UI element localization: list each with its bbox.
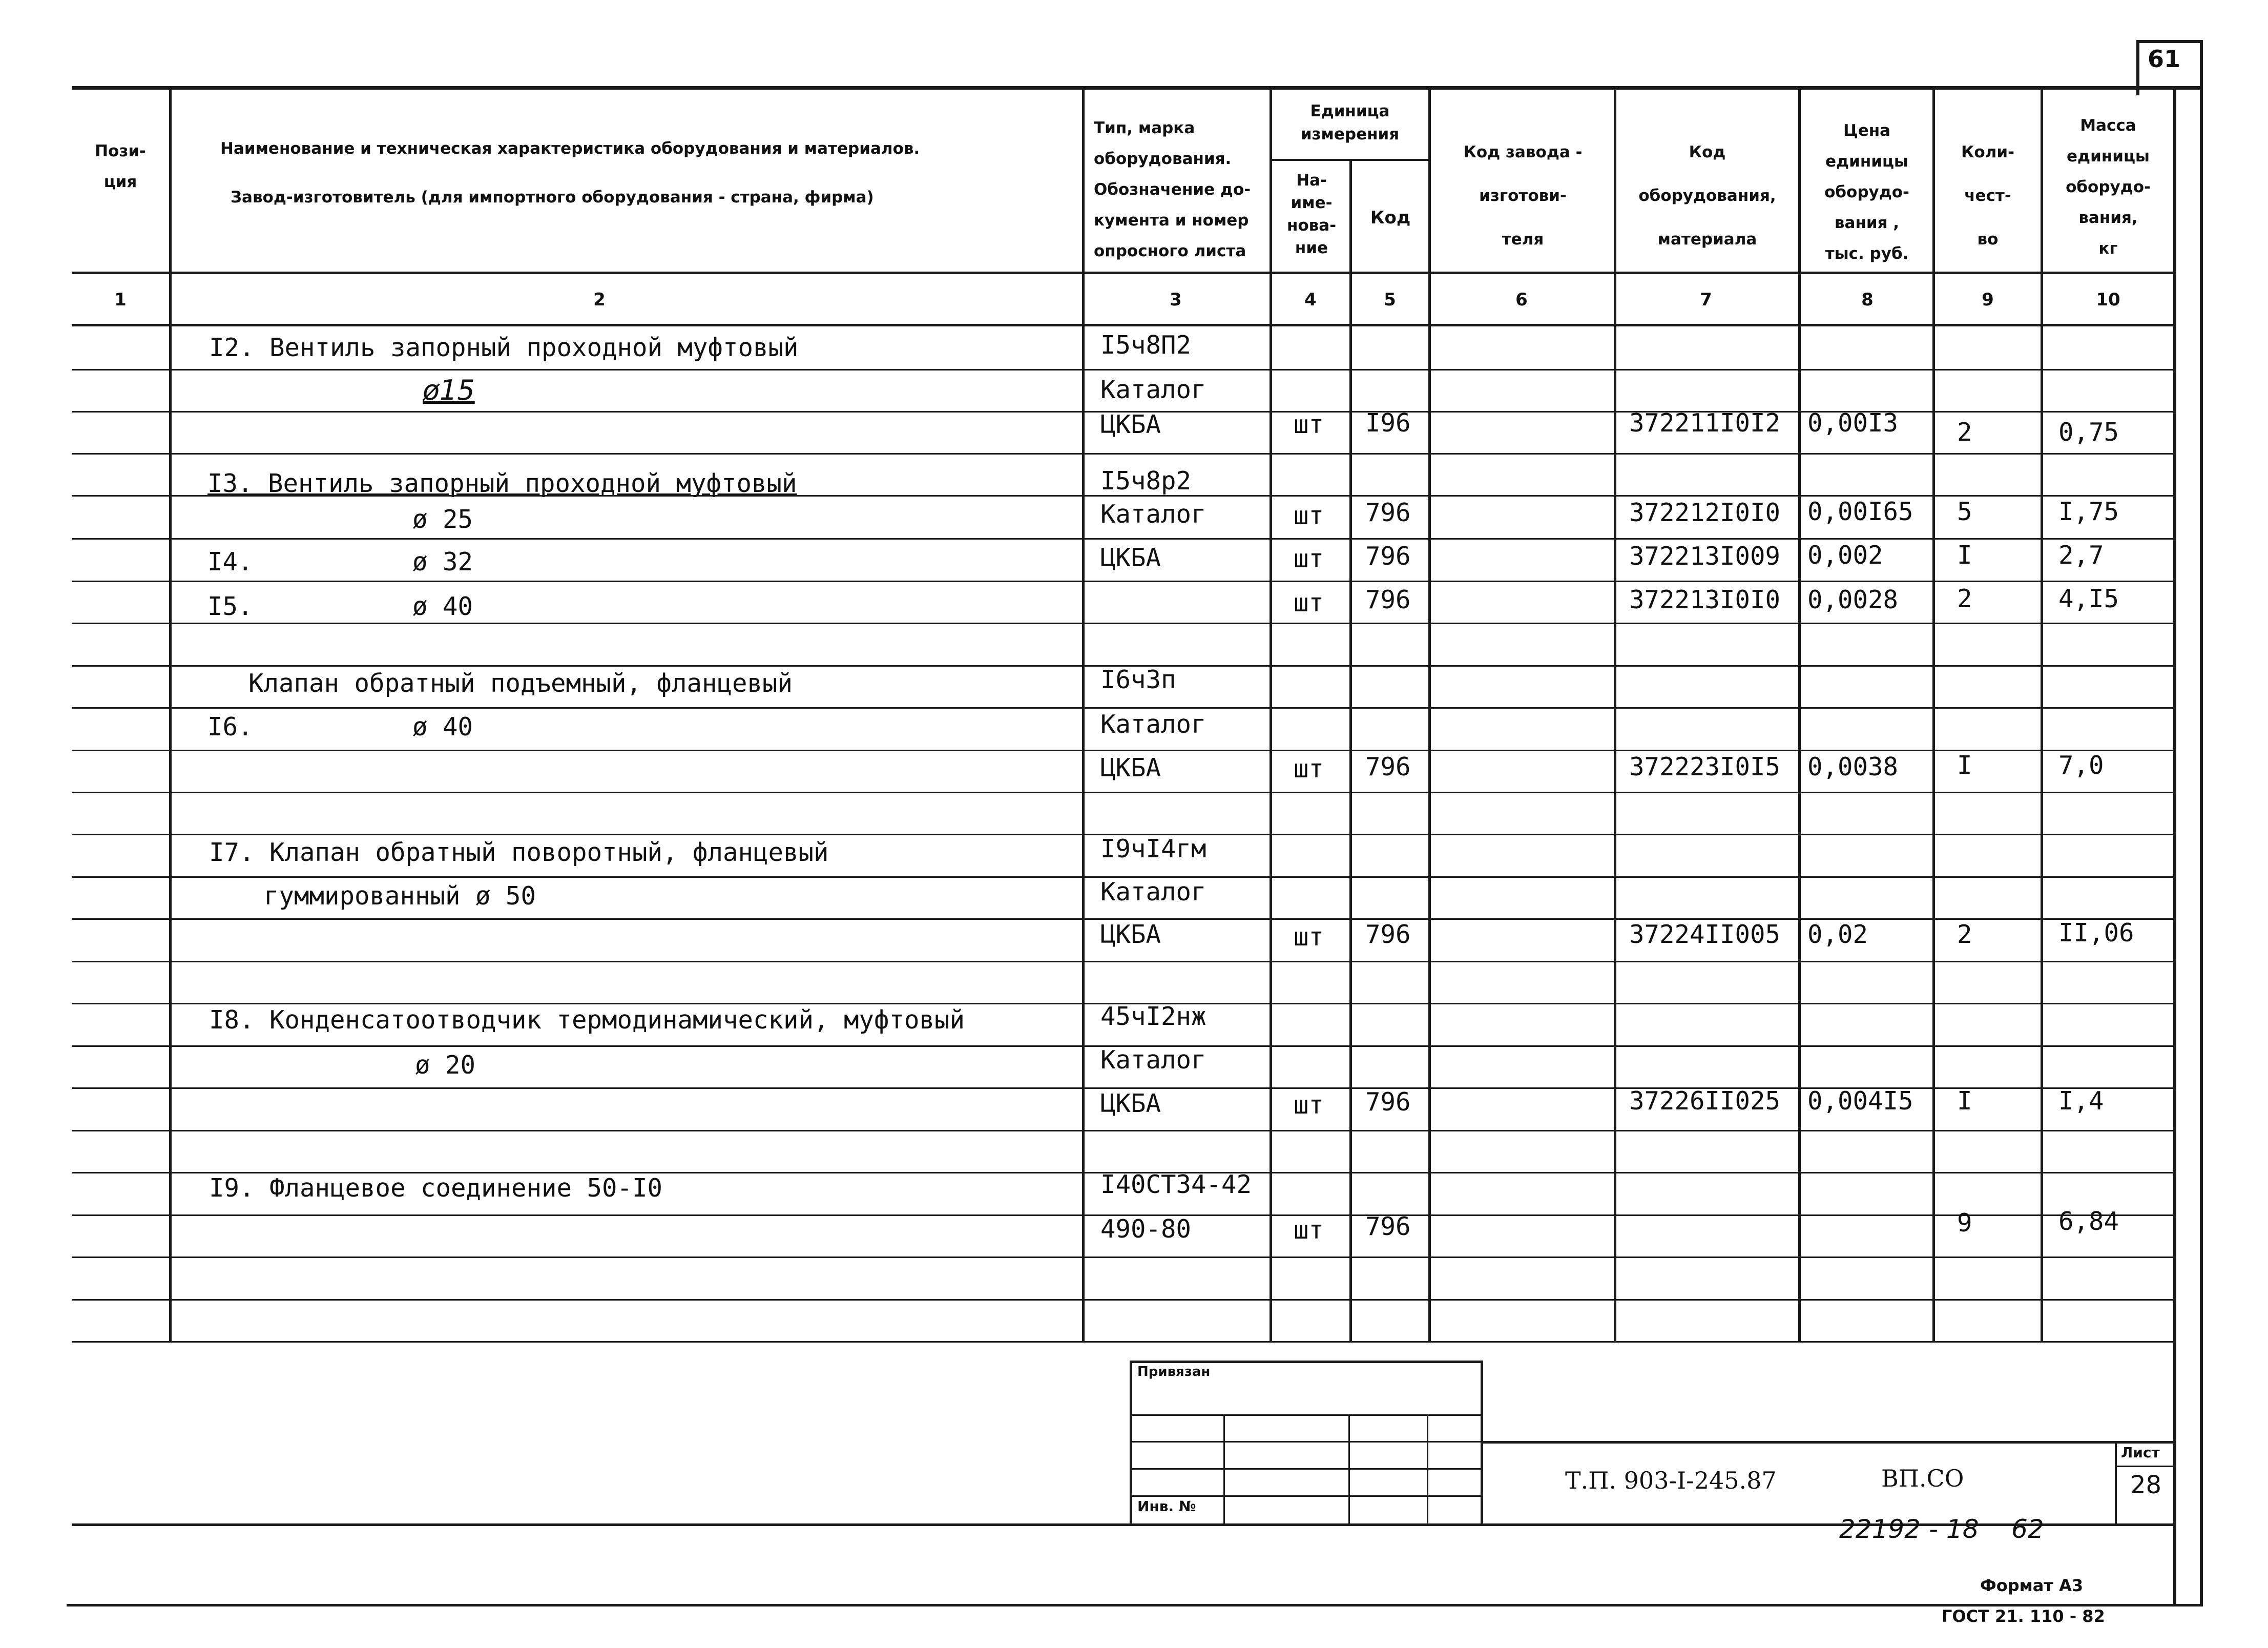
item-type: Каталог [1100, 710, 1206, 739]
item-unit: шт [1294, 501, 1324, 530]
item-quantity: 2 [1957, 920, 1972, 949]
item-mass: I,75 [2058, 497, 2119, 526]
item-quantity: 5 [1957, 497, 1972, 526]
item-equipment-code: 372211I0I2 [1629, 408, 1781, 438]
item-equipment-code: 372213I009 [1629, 542, 1781, 571]
item-quantity: 9 [1957, 1208, 1972, 1238]
header-name-line2: Завод-изготовитель (для импортного оборудования - страна, фирма) [231, 188, 874, 207]
header-equipment-code: Код оборудования, материала [1638, 143, 1776, 249]
item-unit-code: I96 [1365, 408, 1411, 438]
item-diameter: ø 40 [412, 712, 473, 741]
format-label: Формат А3 [1980, 1576, 2084, 1595]
item-unit: шт [1294, 922, 1324, 952]
item-diameter-handwritten: ø15 [423, 374, 475, 406]
item-name: I9. Фланцевое соединение 50-I0 [209, 1173, 663, 1203]
item-diameter: ø 25 [412, 505, 473, 534]
header-unit-name: На- име- нова- ние [1286, 171, 1337, 257]
item-quantity: I [1957, 751, 1972, 780]
item-price: 0,00I3 [1807, 408, 1899, 438]
item-price: 0,00I65 [1807, 497, 1913, 526]
item-type: I6ч3п [1100, 665, 1176, 694]
item-unit-code: 796 [1365, 920, 1411, 949]
header-position: Пози- ция [95, 142, 146, 191]
top-sheet-number: 61 [2148, 45, 2181, 73]
item-name: Клапан обратный подъемный, фланцевый [248, 669, 793, 698]
gost-label: ГОСТ 21. 110 - 82 [1942, 1606, 2105, 1626]
item-position: I6. [207, 712, 253, 741]
item-unit: шт [1294, 410, 1324, 439]
header-manufacturer-code: Код завода - изготови- теля [1463, 143, 1583, 249]
item-mass: II,06 [2058, 918, 2134, 947]
item-quantity: 2 [1957, 418, 1972, 447]
column-number: 9 [1982, 290, 1994, 310]
item-quantity: I [1957, 541, 1972, 570]
item-mass: 6,84 [2058, 1207, 2119, 1236]
column-number: 3 [1170, 290, 1182, 310]
stamp-document-code: Т.П. 903-I-245.87 [1565, 1467, 1777, 1494]
item-unit-code: 796 [1365, 1087, 1411, 1117]
column-number: 10 [2096, 290, 2120, 310]
item-equipment-code: 37226II025 [1629, 1086, 1781, 1116]
header-quantity: Коли- чест- во [1961, 143, 2014, 249]
frame-bottom [67, 1604, 2203, 1606]
item-mass: I,4 [2058, 1086, 2104, 1116]
column-number: 7 [1700, 290, 1712, 310]
item-price: 0,0038 [1807, 752, 1899, 781]
item-unit: шт [1294, 544, 1324, 573]
item-position: I5. [207, 592, 253, 621]
item-type: ЦКБА [1100, 753, 1161, 782]
item-unit: шт [1294, 1216, 1324, 1245]
item-name: I2. Вентиль запорный проходной муфтовый [209, 333, 799, 362]
item-type: ЦКБА [1100, 1089, 1161, 1118]
item-quantity: I [1957, 1086, 1972, 1116]
item-diameter: ø 40 [412, 592, 473, 621]
item-type: ЦКБА [1100, 920, 1161, 949]
item-type: I5ч8П2 [1100, 331, 1192, 360]
item-unit-code: 796 [1365, 585, 1411, 614]
item-diameter: ø 20 [415, 1050, 476, 1080]
stamp-sheet-number: 28 [2130, 1471, 2162, 1499]
item-type: ЦКБА [1100, 543, 1161, 572]
item-unit-code: 796 [1365, 498, 1411, 527]
item-type: I40СТ34-42 [1100, 1170, 1252, 1199]
item-equipment-code: 372223I0I5 [1629, 752, 1781, 781]
item-price: 0,002 [1807, 541, 1883, 570]
item-mass: 0,75 [2058, 418, 2119, 447]
header-unit-mass: Масса единицы оборудо- вания, кг [2066, 116, 2151, 258]
item-type: Каталог [1100, 1045, 1206, 1075]
item-unit-code: 796 [1365, 752, 1411, 781]
item-diameter: ø 32 [412, 547, 473, 576]
item-type: Каталог [1100, 877, 1206, 907]
stamp-section: ВП.СО [1881, 1465, 1964, 1492]
item-unit: шт [1294, 588, 1324, 617]
item-price: 0,004I5 [1807, 1086, 1913, 1116]
item-equipment-code: 372213I0I0 [1629, 585, 1781, 614]
header-unit-group: Единица измерения [1300, 102, 1400, 143]
item-equipment-code: 372212I0I0 [1629, 498, 1781, 527]
item-price: 0,02 [1807, 920, 1868, 949]
item-unit: шт [1294, 1090, 1324, 1120]
item-type: 490-80 [1100, 1214, 1192, 1244]
stamp-linked-label: Привязан [1137, 1364, 1211, 1379]
column-number: 1 [114, 290, 127, 310]
item-position: I4. [207, 547, 253, 576]
item-equipment-code: 37224II005 [1629, 920, 1781, 949]
header-name-line1: Наименование и техническая характеристика оборудования и материалов. [220, 139, 920, 158]
stamp-sheet-label: Лист [2121, 1444, 2160, 1461]
item-unit: шт [1294, 754, 1324, 784]
header-unit-code: Код [1370, 208, 1411, 228]
item-type: Каталог [1100, 375, 1206, 404]
item-type: Каталог [1100, 500, 1206, 529]
column-number: 8 [1861, 290, 1874, 310]
item-unit-code: 796 [1365, 1212, 1411, 1241]
item-name: I7. Клапан обратный поворотный, фланцевый [209, 838, 829, 867]
column-number: 6 [1515, 290, 1528, 310]
item-type: 45чI2нж [1100, 1002, 1206, 1031]
item-mass: 4,I5 [2058, 584, 2119, 613]
stamp-inventory-label: Инв. № [1137, 1498, 1196, 1515]
item-name: гуммированный ø 50 [264, 881, 536, 911]
item-name: I8. Конденсатоотводчик термодинамический, муфтовый [209, 1005, 965, 1035]
item-type: I5ч8р2 [1100, 466, 1192, 496]
header-type: Тип, марка оборудования. Обозначение до- кумента и номер опросного листа [1094, 119, 1251, 260]
frame-top [72, 86, 2203, 90]
item-mass: 7,0 [2058, 751, 2104, 780]
item-type: I9чI4гм [1100, 834, 1206, 863]
item-price: 0,0028 [1807, 585, 1899, 614]
item-name: I3. Вентиль запорный проходной муфтовый [207, 469, 797, 498]
archive-number: 22192 - 18 62 [1839, 1514, 2044, 1544]
item-unit-code: 796 [1365, 542, 1411, 571]
item-quantity: 2 [1957, 584, 1972, 613]
column-number: 5 [1384, 290, 1396, 310]
column-number: 4 [1304, 290, 1317, 310]
header-unit-price: Цена единицы оборудо- вания , тыс. руб. [1824, 121, 1909, 263]
item-mass: 2,7 [2058, 541, 2104, 570]
column-number: 2 [593, 290, 606, 310]
item-type: ЦКБА [1100, 410, 1161, 439]
